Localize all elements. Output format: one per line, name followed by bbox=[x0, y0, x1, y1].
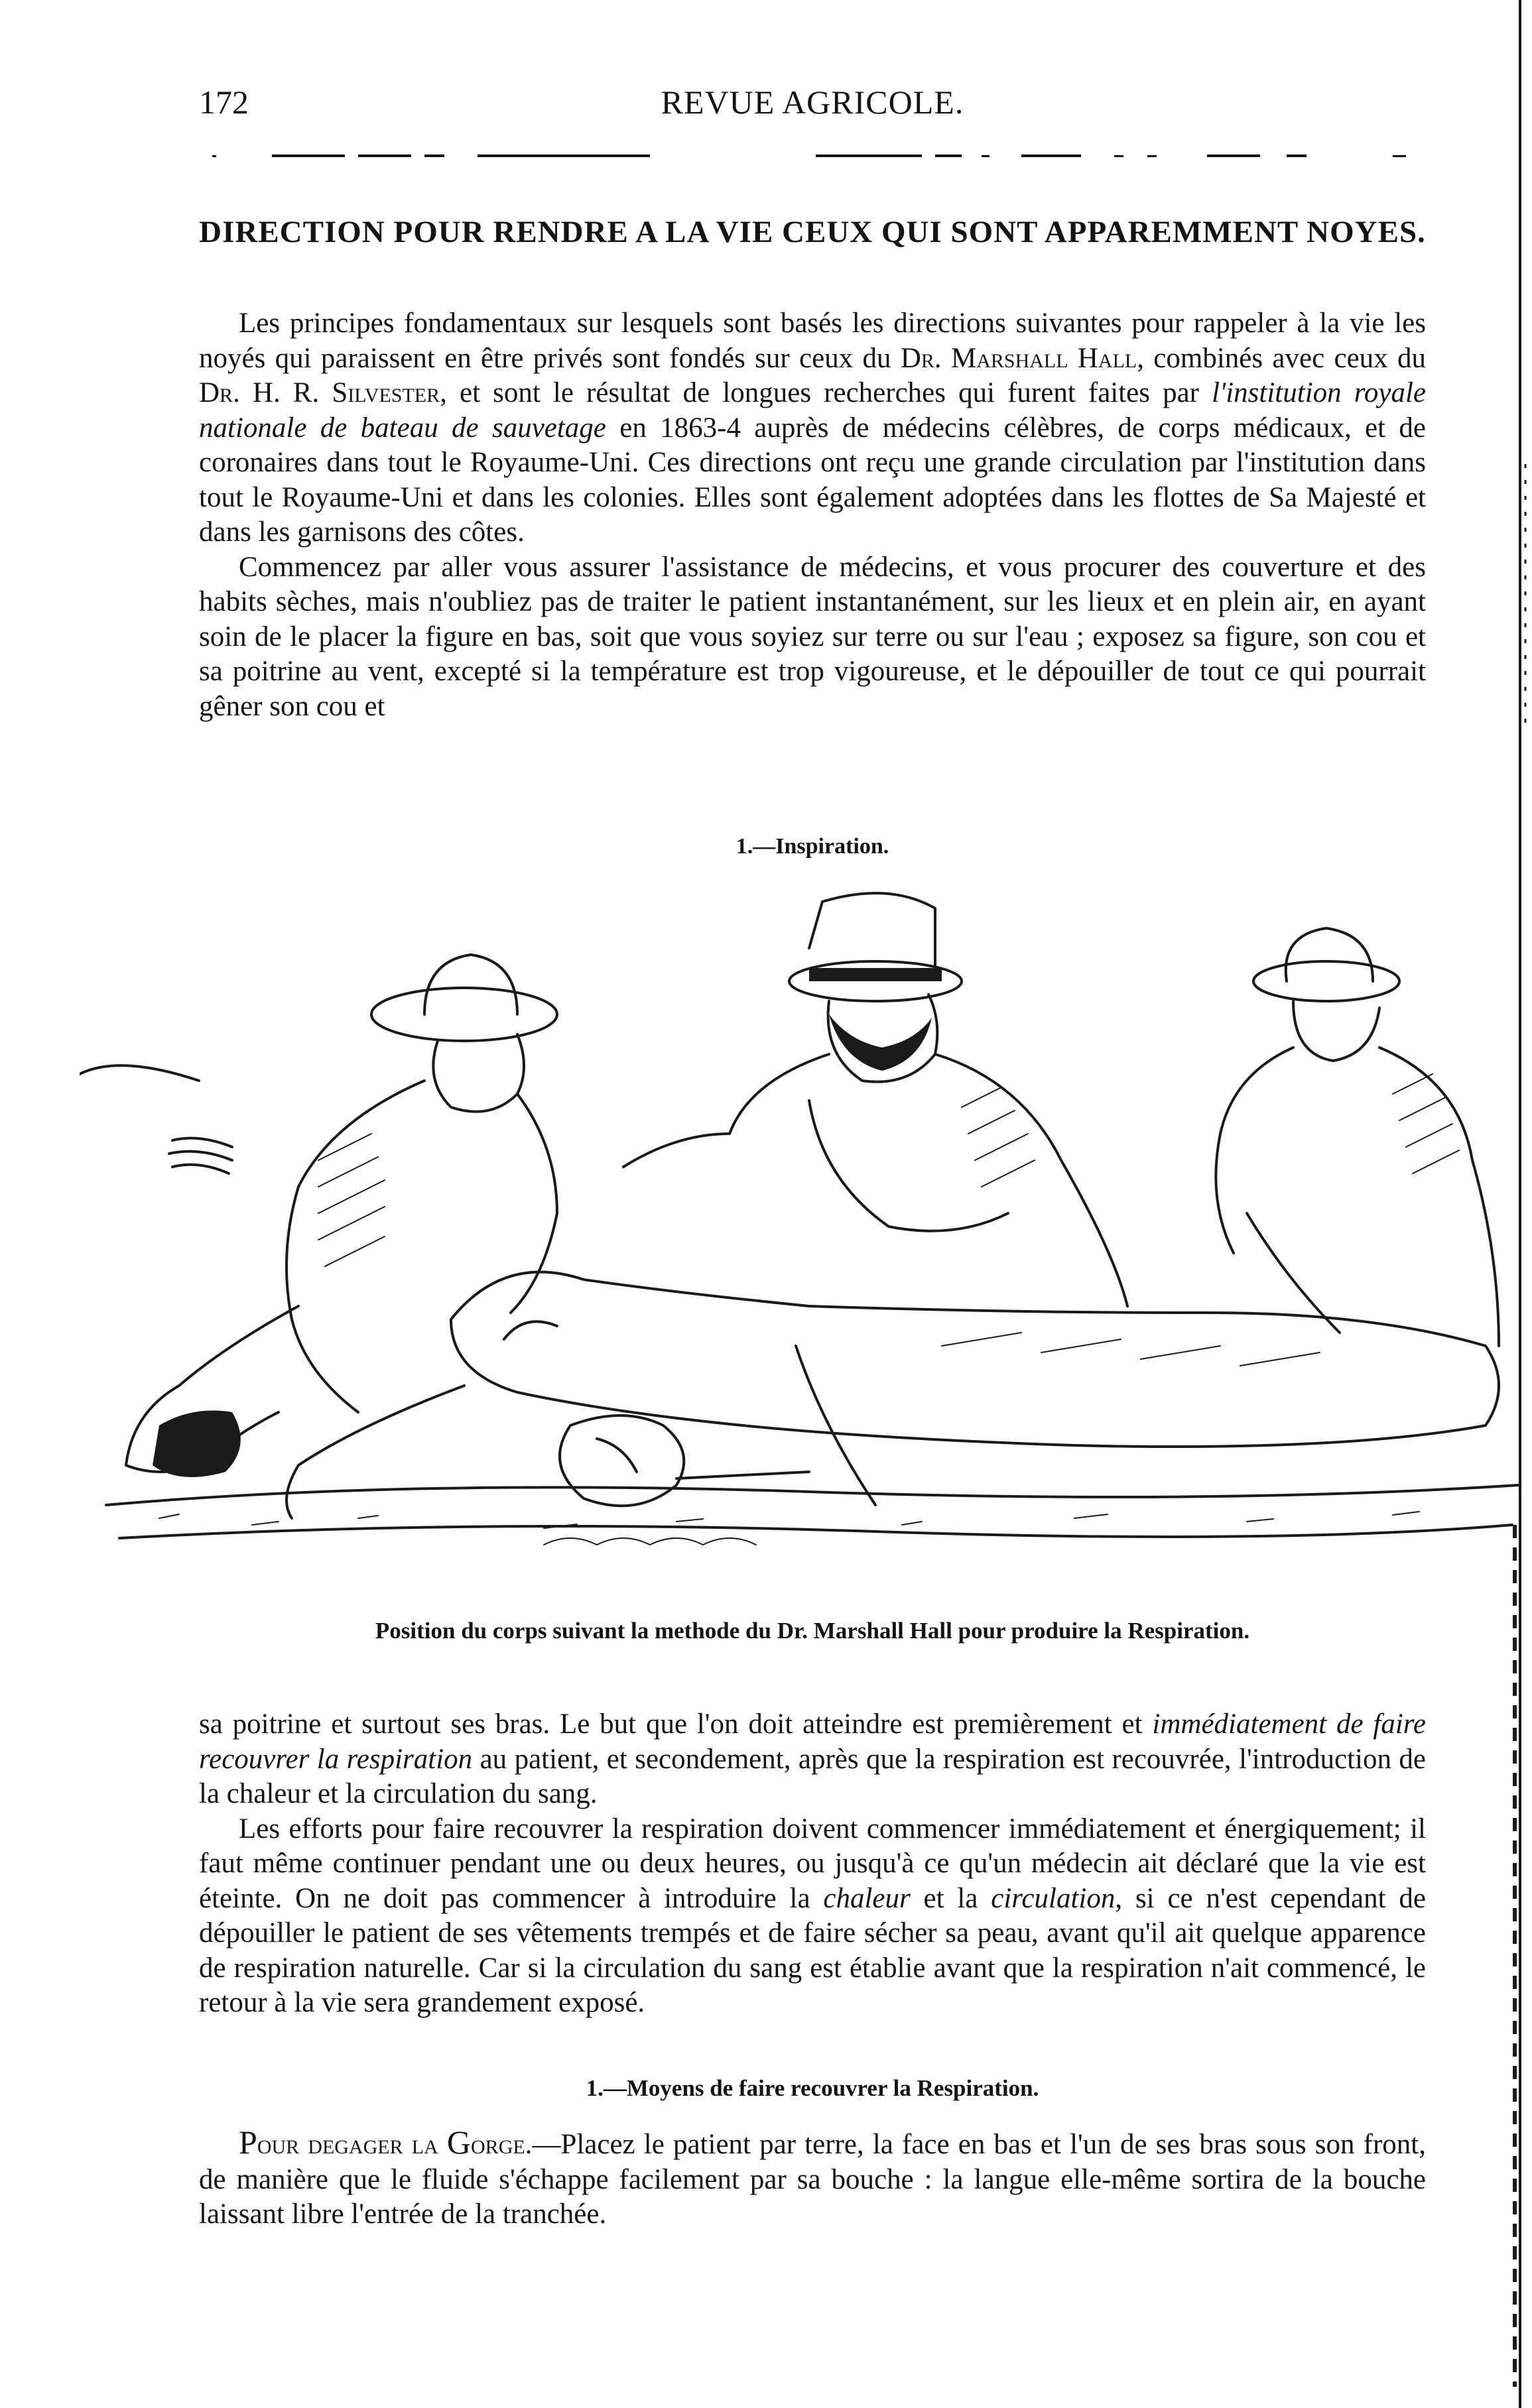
emphasis-chaleur: chaleur bbox=[823, 1882, 911, 1914]
emphasis-respiration: immédiatement de faire recouvrer la respiration bbox=[199, 1709, 1426, 1775]
page-edge-binding bbox=[1505, 0, 1532, 2408]
final-text-column bbox=[199, 2125, 1426, 2232]
figure-caption-top: 1.—Inspiration. bbox=[735, 834, 889, 859]
figure-caption-bottom: Position du corps suivant la methode du Dr. Marshall Hall pour produire la Respiration. bbox=[375, 1618, 1250, 1644]
doctor-name-silvester: Dr. H. R. Silvester bbox=[199, 377, 440, 408]
running-head: REVUE AGRICOLE. bbox=[661, 84, 964, 121]
upper-text-column bbox=[199, 306, 1426, 724]
paragraph-1: Les principes fondamentaux sur lesquels sont basés les directions suivantes pour rappeler à la vie les noyés qui paraissent en être privés sont fondés sur ceux du Dr. Marshall Hall, combinés avec ceux du Dr. H. R. Silvester, et sont le résultat de longues recherches qui furent faites par l'institution royale nationale de bateau de sauvetage en 1863-4 auprès de médecins célèbres, de corps médicaux, et de coronaires dans tout le Royaume-Uni. Ces directions ont reçu une grande circulation par l'institution dans tout le Royaume-Uni et dans les colonies. Elles sont également adoptées dans les flottes de Sa Majesté et dans les garnisons des côtes. bbox=[199, 308, 1426, 548]
page-header bbox=[199, 83, 1426, 129]
emphasis-circulation: circulation bbox=[991, 1882, 1116, 1914]
institution-name: l'institution royale nationale de bateau de sauvetage bbox=[199, 377, 1426, 444]
page-number: 172 bbox=[199, 84, 249, 121]
section-subheading: 1.—Moyens de faire recouvrer la Respiration. bbox=[586, 2075, 1039, 2101]
lower-text-column bbox=[199, 1707, 1426, 2021]
paragraph-4: Les efforts pour faire recouvrer la respiration doivent commencer immédiatement et énergiquement; il faut même continuer pendant une ou deux heures, ou jusqu'à ce qu'un médecin ait déclaré que la vie est éteinte. On ne doit pas commencer à introduire la chaleur et la circulation, si ce n'est cependant de dépouiller le patient de ses vêtements trempés et de faire sécher sa peau, avant qu'il ait quelque apparence de respiration naturelle. Car si la circulation du sang est établie avant que la respiration n'ait commencé, le retour à la vie sera grandement exposé. bbox=[199, 1813, 1426, 2018]
article-title: DIRECTION POUR RENDRE A LA VIE CEUX QUI SONT APPAREMMENT NOYES. bbox=[199, 215, 1426, 249]
paragraph-3: sa poitrine et surtout ses bras. Le but que l'on doit atteindre est premièrement et immédiatement de faire recouvrer la respiration au patient, et secondement, après que la respiration est recouvrée, l'introduction de la chaleur et la circulation du sang. bbox=[199, 1709, 1426, 1809]
paragraph-2: Commencez par aller vous assurer l'assistance de médecins, et vous procurer des couverture et des habits sèches, mais n'oubliez pas de traiter le patient instantanément, sur les lieux et en plein air, en ayant soin de le placer la figure en bas, soit que vous soyiez sur terre ou sur l'eau ; exposez sa figure, son cou et sa poitrine au vent, excepté si la température est trop vigoureuse, et le dépouiller de tout ce qui pourrait gêner son cou et bbox=[199, 551, 1426, 722]
header-rule bbox=[199, 154, 1426, 158]
paragraph-5: Pour degager la Gorge.—Placez le patient par terre, la face en bas et l'un de ses bras sous son front, de manière que le fluide s'échappe facilement par sa bouche : la langue elle-même sortira de la bouche laissant libre l'entrée de la tranchée. bbox=[199, 2124, 1426, 2230]
doctor-name-marshall-hall: Dr. Marshall Hall bbox=[900, 342, 1137, 374]
engraving-illustration bbox=[80, 882, 1532, 1598]
